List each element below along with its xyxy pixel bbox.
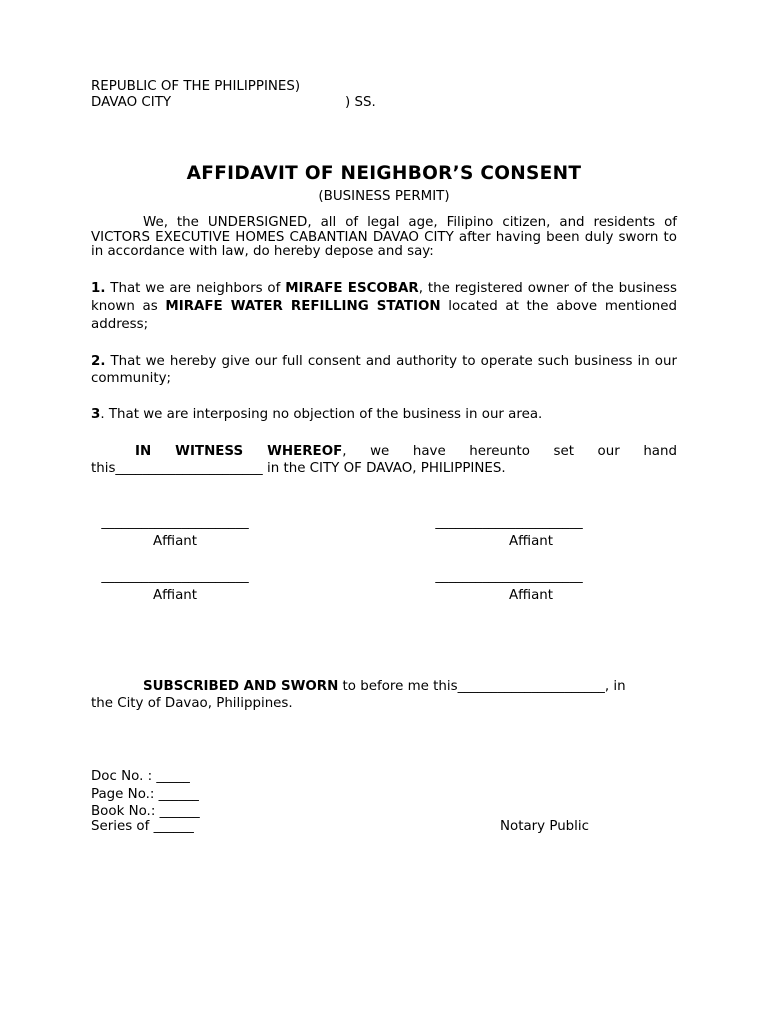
owner-name: MIRAFE ESCOBAR xyxy=(285,281,419,296)
paragraph-1-text-c: located at the above mentioned address; xyxy=(91,299,677,332)
document-subtitle: (BUSINESS PERMIT) xyxy=(318,189,450,204)
paragraph-2-number: 2. xyxy=(91,354,106,369)
affiant-2-label: Affiant xyxy=(508,534,554,549)
intro-text: We, the UNDERSIGNED, all of legal age, Filipino citizen, and residents of VICTORS EXECUTIVE HOMES CABANTIAN DAVAO CITY after having been duly sworn to in accordance with law, do hereby depose and say: xyxy=(91,215,677,259)
witness-line-1 xyxy=(91,443,677,460)
affiant-1-label: Affiant xyxy=(152,534,198,549)
affiant-4-label: Affiant xyxy=(508,588,554,603)
intro-paragraph xyxy=(91,216,677,260)
series-of: Series of ______ xyxy=(91,819,194,834)
paragraph-2 xyxy=(91,353,677,387)
venue-line-2-right: ) SS. xyxy=(345,95,376,110)
jurat-line-1 xyxy=(143,678,626,695)
paragraph-1-text-a: That we are neighbors of xyxy=(105,281,286,296)
doc-no: Doc No. : _____ xyxy=(91,769,190,784)
notary-public-label: Notary Public xyxy=(500,819,589,834)
witness-line-1-rest: , we have hereunto set our hand xyxy=(342,444,677,459)
witness-line-2: this______________________ in the CITY OF DAVAO, PHILIPPINES. xyxy=(91,461,506,476)
venue-line-1: REPUBLIC OF THE PHILIPPINES) xyxy=(91,79,301,94)
paragraph-3-number: 3 xyxy=(91,407,101,422)
paragraph-3 xyxy=(91,406,677,423)
affiant-3-signature-line: ______________________ xyxy=(101,569,249,584)
paragraph-1-text-b: , the registered owner of the business known as xyxy=(91,281,677,314)
affiant-4-signature-line: ______________________ xyxy=(435,569,583,584)
witness-lead: IN WITNESS WHEREOF xyxy=(135,444,343,459)
book-no: Book No.: ______ xyxy=(91,804,200,819)
affiant-1-signature-line: ______________________ xyxy=(101,515,249,530)
jurat-lead: SUBSCRIBED AND SWORN xyxy=(143,679,339,694)
paragraph-1 xyxy=(91,280,677,334)
paragraph-1-number: 1. xyxy=(91,281,106,296)
document-title: AFFIDAVIT OF NEIGHBOR’S CONSENT xyxy=(186,163,582,184)
business-name: MIRAFE WATER REFILLING STATION xyxy=(165,299,441,314)
jurat-line-2: the City of Davao, Philippines. xyxy=(91,696,293,711)
paragraph-2-text: That we hereby give our full consent and authority to operate such business in our community; xyxy=(91,354,677,386)
jurat-line-1-rest: to before me this______________________, in xyxy=(338,679,626,694)
paragraph-3-text: . That we are interposing no objection of the business in our area. xyxy=(100,407,543,422)
page-no: Page No.: ______ xyxy=(91,787,199,802)
affiant-2-signature-line: ______________________ xyxy=(435,515,583,530)
venue-line-2-left: DAVAO CITY xyxy=(91,95,172,110)
affiant-3-label: Affiant xyxy=(152,588,198,603)
